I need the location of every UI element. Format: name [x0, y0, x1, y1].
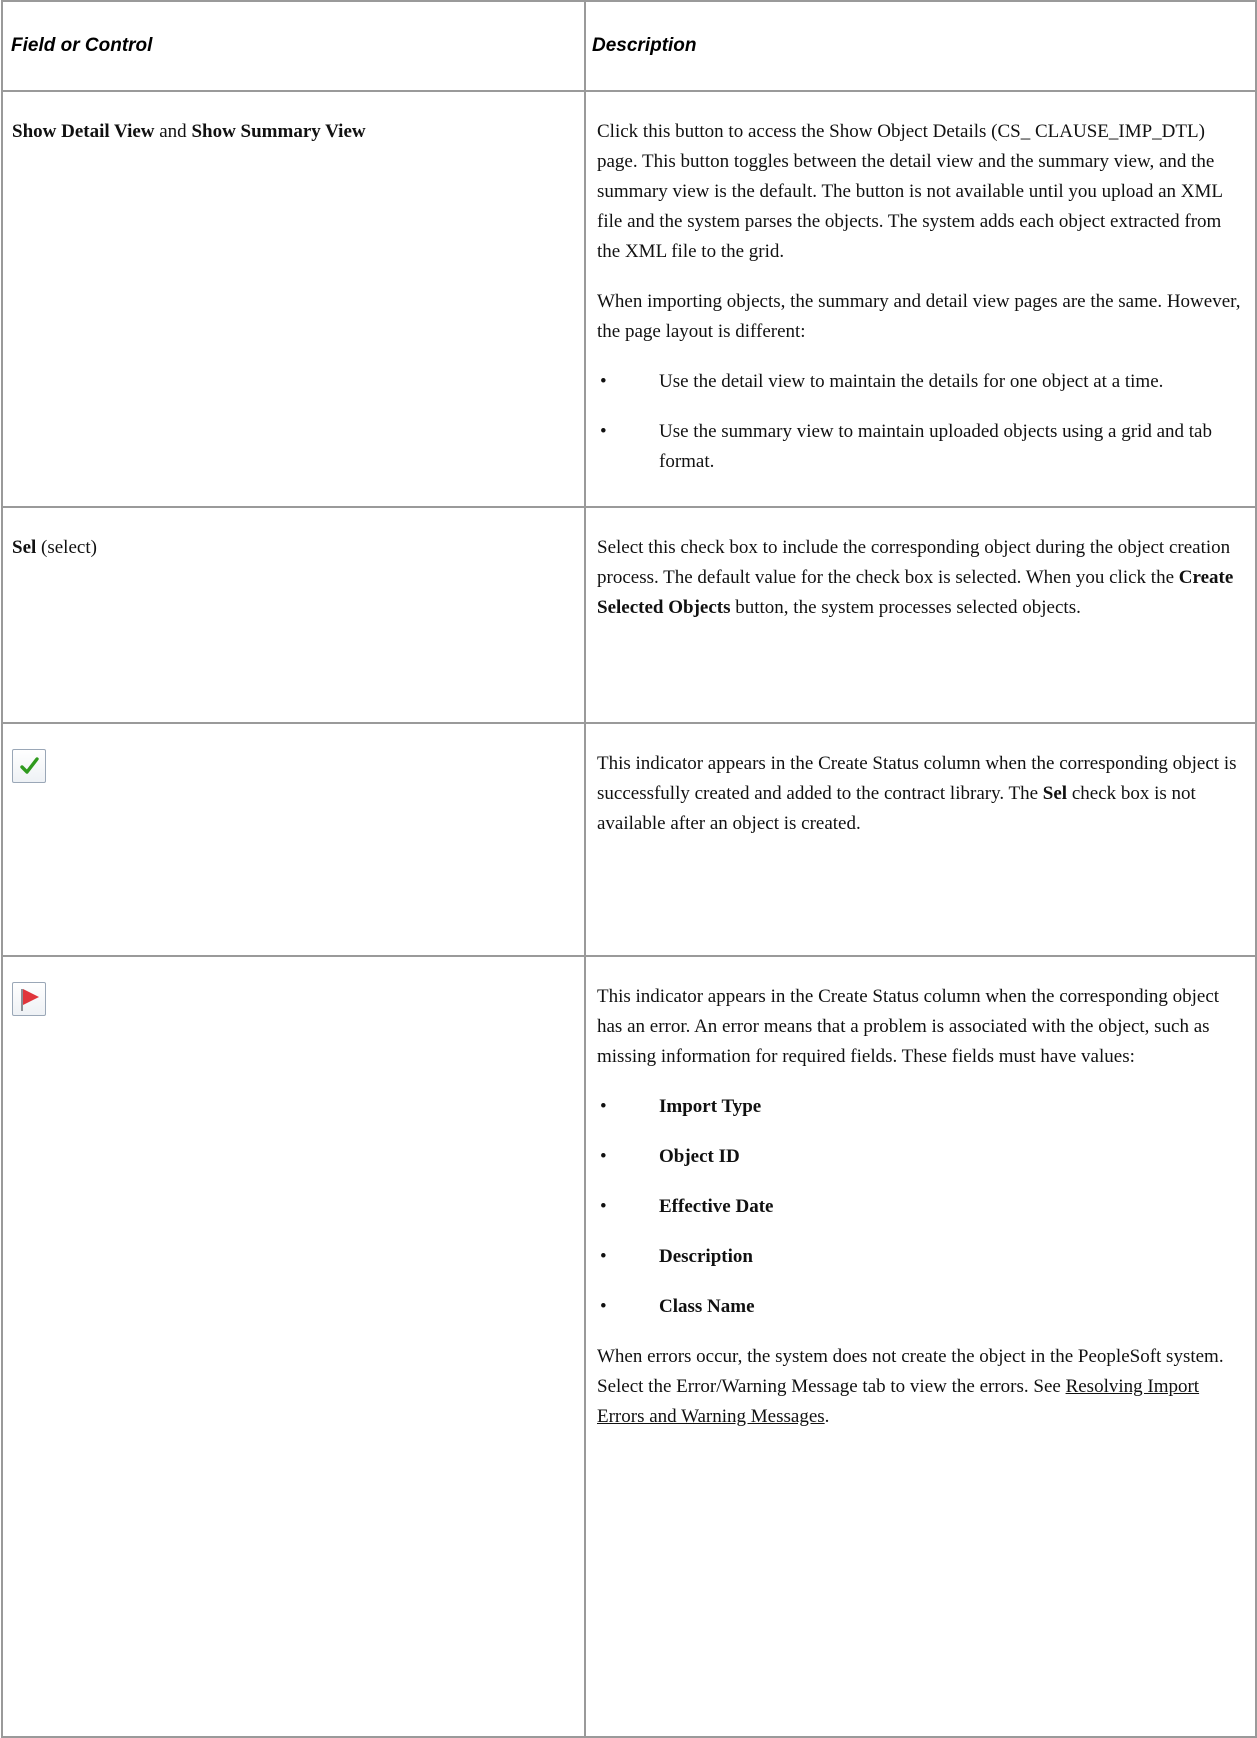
field-name-sel: Sel — [12, 537, 37, 558]
field-cell — [2, 723, 585, 956]
field-cell: Sel (select) — [2, 507, 585, 723]
table-header-row — [2, 1, 1256, 91]
table-row — [2, 507, 1256, 723]
table-row — [2, 723, 1256, 956]
header-field-or-control: Field or Control — [2, 1, 585, 91]
description-paragraph: This indicator appears in the Create Status column when the corresponding object has an error. An error means that a problem is associated with the object, such as missing information for required fields. These fields must have values: — [597, 986, 1220, 1067]
list-item: • Class Name — [600, 1296, 755, 1317]
description-cell — [585, 91, 1256, 507]
description-paragraph: When importing objects, the summary and detail view pages are the same. However, the page layout is different: — [597, 291, 1241, 342]
list-item: • Object ID — [600, 1146, 740, 1167]
field-name-summary-view: Show Summary View — [191, 121, 366, 142]
header-description: Description — [585, 1, 1256, 91]
field-description-table — [1, 0, 1257, 1738]
description-cell — [585, 956, 1256, 1737]
description-paragraph: Click this button to access the Show Object Details (CS_ CLAUSE_IMP_DTL) page. This button toggles between the detail view and the summary view, and the summary view is the default. The button is not available until you upload an XML file and the system parses the objects. The system adds each object extracted from the XML file to the grid. — [597, 121, 1223, 262]
field-cell — [2, 956, 585, 1737]
required-fields-list — [597, 1092, 1243, 1322]
resolving-errors-link[interactable]: Resolving Import Errors and Warning Messages — [597, 1376, 1200, 1427]
list-item: • Use the detail view to maintain the details for one object at a time. — [600, 371, 1164, 392]
field-name-detail-view: Show Detail View — [12, 121, 155, 142]
checkmark-icon — [12, 749, 46, 783]
description-paragraph: When errors occur, the system does not create the object in the PeopleSoft system. Select the Error/Warning Message tab to view the errors. See Resolving Import Errors and Warning Messages. — [597, 1346, 1224, 1427]
bullet-list — [597, 367, 1243, 477]
description-cell — [585, 723, 1256, 956]
list-item: • Import Type — [600, 1096, 762, 1117]
list-item: • Use the summary view to maintain uploaded objects using a grid and tab format. — [600, 421, 1212, 472]
table-row — [2, 91, 1256, 507]
description-cell — [585, 507, 1256, 723]
list-item: • Description — [600, 1246, 753, 1267]
red-flag-icon — [12, 982, 46, 1016]
description-paragraph: Select this check box to include the corresponding object during the object creation process. The default value for the check box is selected. When you click the Create Selected Objects button, the system processes selected objects. — [597, 537, 1234, 618]
description-paragraph: This indicator appears in the Create Status column when the corresponding object is successfully created and added to the contract library. The Sel check box is not available after an object is created. — [597, 753, 1237, 834]
field-cell: Show Detail View and Show Summary View — [2, 91, 585, 507]
list-item: • Effective Date — [600, 1196, 774, 1217]
table-row — [2, 956, 1256, 1737]
